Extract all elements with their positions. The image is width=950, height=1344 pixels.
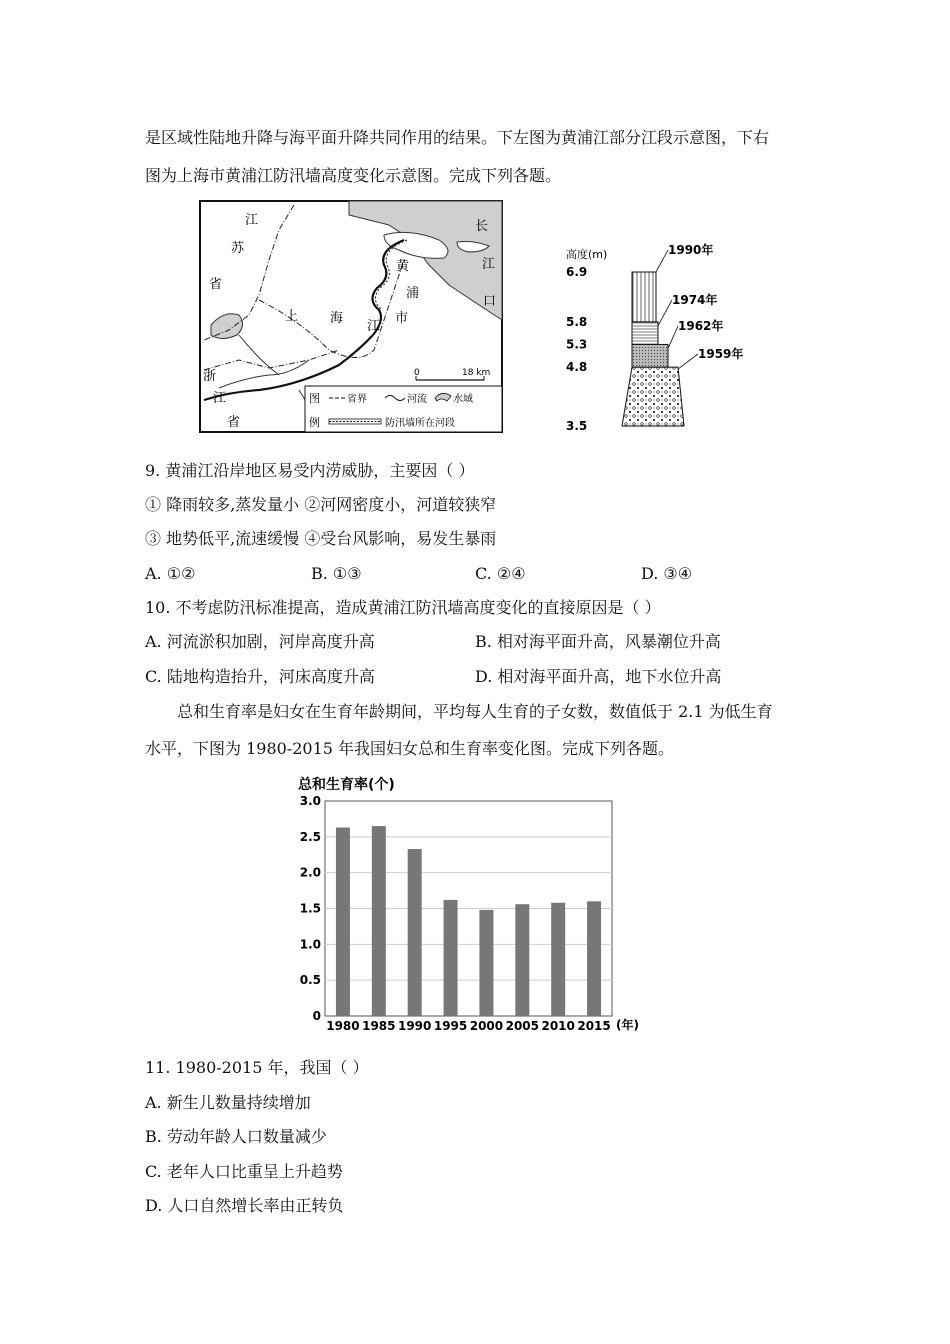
chart-title: 总和生育率(个) [298, 777, 395, 793]
legend-boundary: 省界 [347, 394, 367, 405]
bar-2015 [587, 901, 601, 1016]
x-tick-label: 1995 [433, 1019, 468, 1033]
x-tick-label: 2010 [541, 1019, 575, 1033]
x-tick-label: 1980 [326, 1019, 360, 1033]
wall-block-1962 [632, 344, 668, 367]
y-tick-label: 0 [312, 1009, 321, 1023]
wall-tick-label: 6.9 [566, 265, 588, 279]
wall-block-1990 [632, 272, 656, 322]
bar-1985 [372, 826, 386, 1016]
x-tick-label: 1990 [397, 1019, 432, 1033]
bar-1980 [336, 828, 350, 1016]
map-label: 浙 [203, 369, 217, 384]
wall-foundation [622, 367, 684, 426]
legend-li: 例 [309, 416, 320, 429]
wall-tick-label: 4.8 [566, 360, 588, 375]
map-label: 江 [245, 213, 259, 228]
year-leader-line [678, 354, 698, 369]
map-label: 上 [285, 309, 299, 324]
map-label: 海 [330, 311, 344, 326]
bar-2005 [515, 904, 529, 1016]
wall-height-chart [560, 238, 760, 434]
map-label: 市 [395, 311, 409, 326]
intro2-line-1: 总和生育率是妇女在生育年龄期间，平均每人生育的子女数，数值低于 2.1 为低生育 [177, 702, 773, 721]
year-leader-line [668, 326, 678, 348]
legend-wall: 防汛墙所在河段 [385, 418, 455, 429]
wall-year-label: 1959年 [698, 347, 744, 361]
q9-option-b[interactable]: B. ①③ [311, 564, 362, 583]
q9-option-a[interactable]: A. ①② [145, 564, 196, 583]
year-leader-line [656, 250, 668, 272]
intro-line-1: 是区域性陆地升降与海平面升降共同作用的结果。下左图为黄浦江部分江段示意图，下右 [145, 128, 770, 147]
map-label: 江 [482, 257, 496, 272]
q10-option-d[interactable]: D. 相对海平面升高，地下水位升高 [475, 667, 722, 686]
intro2-line-2: 水平，下图为 1980-2015 年我国妇女总和生育率变化图。完成下列各题。 [145, 739, 675, 758]
y-tick-label: 2.0 [299, 865, 321, 880]
q10-option-b[interactable]: B. 相对海平面升高，风暴潮位升高 [475, 632, 721, 651]
wall-year-label: 1990年 [668, 243, 714, 257]
map-label: 省 [209, 277, 223, 292]
wall-year-label: 1962年 [678, 319, 724, 333]
map-label: 浦 [406, 286, 420, 301]
q9-stem: 9. 黄浦江沿岸地区易受内涝威胁，主要因（ ） [145, 461, 475, 480]
q9-option-c[interactable]: C. ②④ [475, 564, 526, 583]
q11-option-c[interactable]: C. 老年人口比重呈上升趋势 [145, 1162, 343, 1181]
q10-option-c[interactable]: C. 陆地构造抬升，河床高度升高 [145, 667, 375, 686]
map-label: 黄 [396, 259, 410, 274]
map-label: 江 [367, 319, 381, 334]
y-tick-label: 1.0 [299, 937, 321, 952]
q9-option-d[interactable]: D. ③④ [641, 564, 693, 583]
q11-stem: 11. 1980-2015 年，我国（ ） [145, 1058, 369, 1077]
y-tick-label: 2.5 [299, 829, 321, 844]
bar-1995 [444, 900, 458, 1016]
map-label: 苏 [231, 241, 245, 256]
legend-water: 水域 [453, 394, 473, 405]
huangpu-map [199, 200, 504, 434]
q10-stem: 10. 不考虑防汛标准提高，造成黄浦江防汛墙高度变化的直接原因是（ ） [145, 598, 661, 617]
wall-ylabel: 高度(m) [566, 248, 608, 261]
year-leader-line [658, 300, 672, 326]
bar-2010 [551, 903, 565, 1016]
wall-year-label: 1974年 [672, 293, 718, 307]
map-label: 省 [227, 415, 241, 430]
x-tick-label: 2005 [505, 1019, 540, 1033]
bar-1990 [408, 849, 422, 1016]
q11-option-d[interactable]: D. 人口自然增长率由正转负 [145, 1196, 344, 1215]
wall-tick-label: 5.3 [566, 337, 588, 352]
q10-option-a[interactable]: A. 河流淤积加剧，河岸高度升高 [145, 632, 375, 651]
y-tick-label: 1.5 [299, 901, 321, 916]
legend-river: 河流 [407, 394, 427, 405]
scale-value: 18 km [462, 368, 491, 378]
scale-zero: 0 [414, 368, 420, 378]
x-tick-label: 2015 [577, 1019, 611, 1033]
wall-tick-label: 3.5 [566, 419, 588, 433]
wall-tick-label: 5.8 [566, 314, 588, 329]
x-tick-label: 2000 [469, 1019, 504, 1033]
wall-block-1974 [632, 322, 658, 345]
map-label: 口 [483, 294, 497, 309]
y-tick-label: 0.5 [299, 973, 321, 988]
x-axis-unit: (年) [616, 1018, 639, 1032]
legend-tu: 图 [309, 392, 320, 405]
bar-2000 [479, 910, 493, 1016]
map-label: 长 [475, 219, 489, 234]
y-tick-label: 3.0 [299, 794, 321, 808]
x-tick-label: 1985 [362, 1019, 396, 1033]
q9-statement-2: ③ 地势低平,流速缓慢 ④受台风影响，易发生暴雨 [145, 529, 497, 548]
q9-statement-1: ① 降雨较多,蒸发量小 ②河网密度小，河道较狭窄 [145, 495, 497, 514]
fertility-bar-chart [295, 772, 655, 1034]
map-label: 江 [213, 391, 227, 406]
q11-option-b[interactable]: B. 劳动年龄人口数量减少 [145, 1127, 327, 1146]
intro-line-2: 图为上海市黄浦江防汛墙高度变化示意图。完成下列各题。 [145, 166, 562, 185]
q11-option-a[interactable]: A. 新生儿数量持续增加 [145, 1093, 311, 1112]
